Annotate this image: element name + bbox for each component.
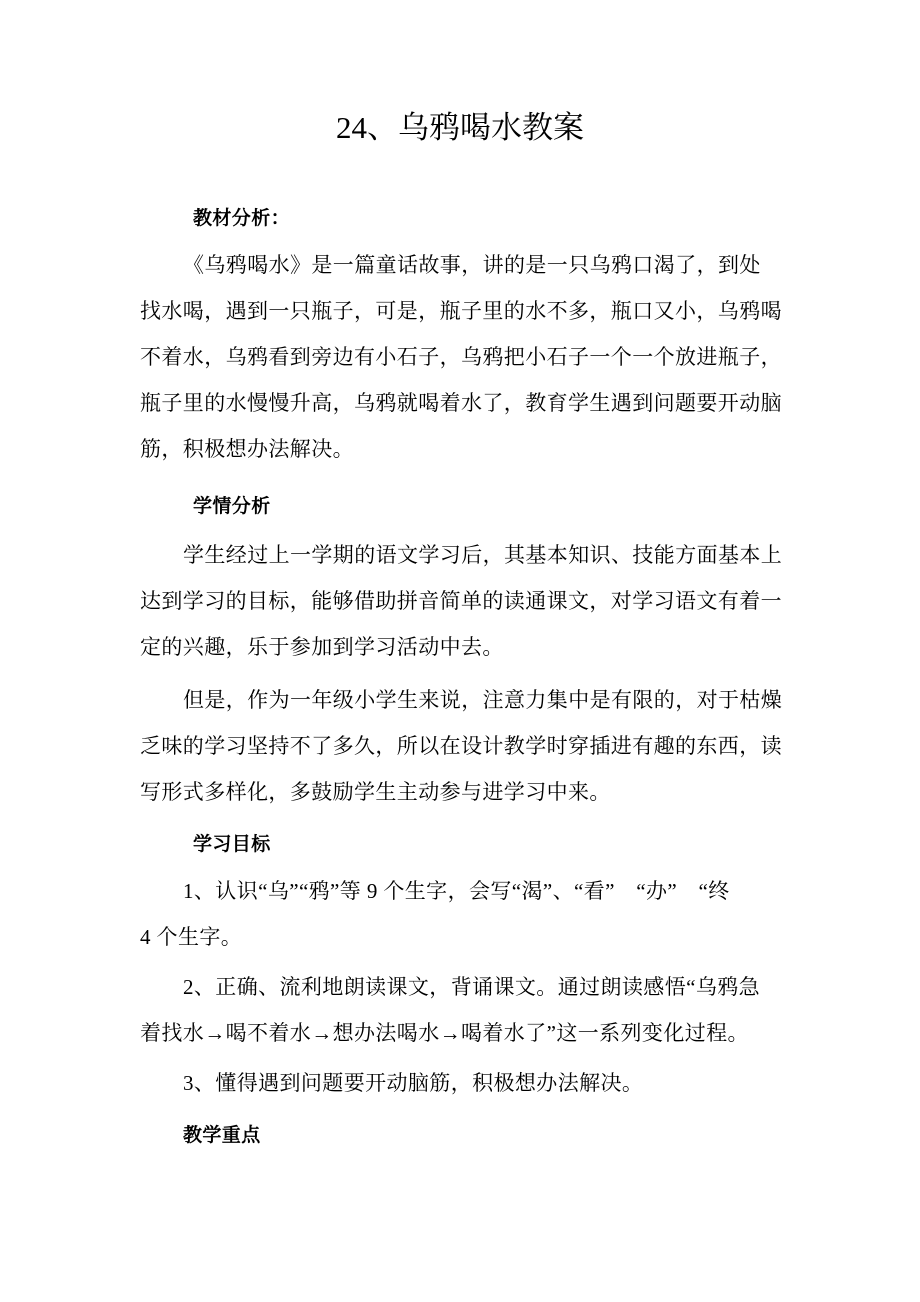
paragraph-line: 乏味的学习坚持不了多久，所以在设计教学时穿插进有趣的东西，读	[140, 734, 782, 758]
section-heading: 学习目标	[193, 833, 271, 855]
paragraph-line: 达到学习的目标，能够借助拼音简单的读通课文，对学习语文有着一	[140, 589, 782, 613]
section-heading: 教学重点	[183, 1124, 261, 1146]
paragraph-line: 《乌鸦喝水》是一篇童话故事，讲的是一只乌鸦口渴了，到处	[183, 253, 761, 277]
paragraph-line: 4 个生字。	[140, 925, 243, 949]
paragraph-line: 1、认识“乌”“鸦”等 9 个生字，会写“渴”、“看” “办” “终	[183, 879, 730, 903]
paragraph-line: 不着水，乌鸦看到旁边有小石子，乌鸦把小石子一个一个放进瓶子，	[140, 345, 782, 369]
paragraph-line: 定的兴趣，乐于参加到学习活动中去。	[140, 635, 504, 659]
paragraph-line: 3、懂得遇到问题要开动脑筋，积极想办法解决。	[183, 1071, 644, 1095]
paragraph-line: 写形式多样化，多鼓励学生主动参与进学习中来。	[140, 780, 611, 804]
paragraph-line: 着找水→喝不着水→想办法喝水→喝着水了”这一系列变化过程。	[140, 1021, 749, 1045]
document-title: 24、乌鸦喝水教案	[336, 110, 584, 145]
paragraph-line: 但是，作为一年级小学生来说，注意力集中是有限的，对于枯燥	[183, 688, 783, 712]
paragraph-line: 2、正确、流利地朗读课文，背诵课文。通过朗读感悟“乌鸦急	[183, 975, 761, 999]
paragraph-line: 学生经过上一学期的语文学习后，其基本知识、技能方面基本上	[183, 543, 783, 567]
paragraph-line: 瓶子里的水慢慢升高，乌鸦就喝着水了，教育学生遇到问题要开动脑	[140, 391, 782, 415]
paragraph-line: 找水喝，遇到一只瓶子，可是，瓶子里的水不多，瓶口又小，乌鸦喝	[140, 299, 782, 323]
paragraph-line: 筋，积极想办法解决。	[140, 437, 354, 461]
section-heading: 教材分析：	[193, 207, 291, 229]
section-heading: 学情分析	[193, 495, 271, 517]
